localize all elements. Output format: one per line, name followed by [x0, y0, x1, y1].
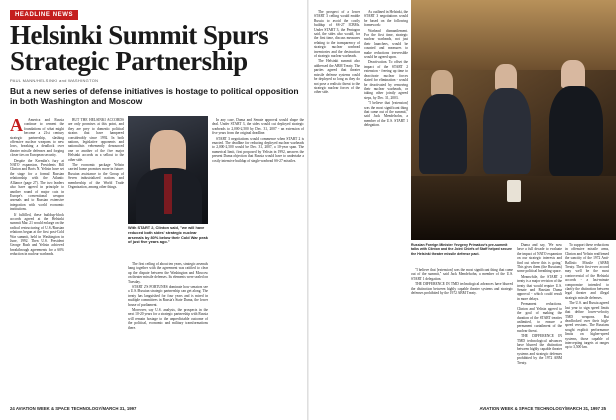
paragraph: The prospect of a lower START 3 ceiling would enable Russia to avoid the costly buildup of SS-27 ICBMs. Under START 3, the Pentagon said, the sides also would, for the first time, discuss measures relating to the transparency of strategic nuclear warhead inventories and the destruction of strategic nuclear warheads. [314, 10, 360, 59]
article-column-5 [314, 10, 360, 402]
paragraph: The U.S. and Russia agreed last year to sign speed limits that define lower-velocity TMD weapons. But deadlocked over their high-speed versions. The Russians sought explicit performance limits on higher-speed systems, those capable of intercepting targets at ranges up to 3,500 km. [565, 301, 609, 350]
section-tag: HEADLINE NEWS [10, 10, 78, 20]
photo-caption-left: With START 2, Clinton said, "we will have reduced both sides' strategic nuclear arsenals by 80% below their Cold War peak of just five years ago." [128, 225, 208, 245]
paragraph: If fulfilled, these buildup-block accords agreed at the Helsinki summit Mar. 21 would enlarge on the radical restructuring of U.S./Russian relations begun at the first post-Cold War summit, held in Washington in June, 1992. Then U.S. President George Bush and Yeltsin achieved breakthrough agreements for a 60% reduction in nuclear warheads. [10, 212, 64, 257]
paragraph: Deactivation. To offset the impact of the START 2 extension - freeing up time to deactivate nuclear forces slated for elimination - would be deactivated by removing their nuclear warheads, or taking other jointly agreed steps, by Dec. 31, 2003. [364, 60, 408, 100]
article-column-6 [364, 10, 408, 402]
paragraph: Despite the Kremlin's fury at NATO expansion, Presidents Bill Clinton and Boris N. Yeltsin have set the stage for a formal Russian relationship with the Atlantic Alliance (page 27). The two leaders also have agreed in principle to another round of major cuts in Europe's conventional weapon arsenals and to Russian extensive integration with world economic institutions. [10, 158, 64, 212]
folio-right: AVIATION WEEK & SPACE TECHNOLOGY/MARCH 31, 1997 25 [479, 406, 606, 411]
paragraph: START 3 negotiations would commence when START 2 is enacted. The deadline for reducing deployed nuclear warheads to 2,000-2,500 would be Dec. 31, 2007, a 10-year span. The numerical limit, first proposed by Yeltsin in 1992, answers the present Duma objection that Russia would have to undertake a costly intensive buildup of single-warhead SS-27 missiles. [212, 136, 304, 163]
paragraph: THE DIFFERENCE IN TMD technological advances have blurred the distinction between highly capable theater systems and strategic defenses prohibited by the 1972 ABM Treaty. [517, 334, 562, 365]
paragraph: Duma and say, 'We now have a full decade to evaluate the impact of NATO expansion on our strategic interests and find out where this is going.' This gives them (the Russians) some political breathing space. [517, 243, 562, 274]
paragraph: In any case, Duma and Senate approval would shape the deal. Under START 3, the sides would cut deployed strategic warheads to 2,000-2,500 by Dec. 31, 2007 - an extension of five years from the original deadline. [212, 118, 304, 136]
folio-left: 24 AVIATION WEEK & SPACE TECHNOLOGY/MARCH 31, 1997 [10, 406, 137, 411]
cup [507, 180, 521, 202]
wall-panel [411, 0, 616, 70]
paragraph: "I believe that [extension] was the most significant thing that came out of the summit," said Jack Mendelsohn, a member of the U.S. START 1 delegation. [411, 268, 513, 281]
article-column-7 [517, 243, 562, 402]
person-body [419, 94, 467, 174]
drop-cap: A [10, 118, 23, 135]
paragraph: THE DIFFERENCE IN TMD technological advances have blurred the distinction between highly capable theater systems and strategic defenses prohibited by the 1972 ABM Treaty. [411, 282, 513, 296]
paragraph: Warhead dismantlement. For the first time, strategic nuclear warheads, not just their launchers, would be counted and measures to make reductions irreversible would be agreed upon. [364, 28, 408, 60]
headline: Helsinki Summit Spurs Strategic Partnership [10, 20, 269, 76]
person-head [495, 64, 517, 90]
article-column-8 [565, 243, 609, 402]
byline: PAUL MANN/HELSINKI and WASHINGTON [10, 78, 99, 83]
article-column-3 [128, 262, 208, 402]
paragraph: BUT THE HELSINKI ACCORDS are only promises at this point, and they are prey to domestic political strains that have hampered considerably since 1992. In both nations, legislative opponents and nationalists vehemently denounced one or another of the five major Helsinki accords as a sellout to the other side. [68, 118, 124, 162]
article-column-1 [10, 118, 64, 402]
face-shape [150, 130, 186, 172]
paragraph: The first ceiling of about ten years, strategic arsenals hang together with the agreement was ratified to clear up the dispute between the Washington and Moscow on theater missile defenses. Its elements were sealed on Tuesday. [128, 262, 208, 284]
paragraph: The economic package Yeltsin carried home promises more in future: Russian assistance to the Group of Seven industrialized nations and membership of the World Trade Organization, among other things. [68, 163, 124, 190]
person-head [431, 70, 453, 96]
paragraph: Permanent reductions. Clinton and Yeltsin agreed to the goal of making the duration of the START treaties unlimited, to ensure a permanent curtailment of the nuclear threat. [517, 302, 562, 333]
paragraph: Meanwhile, the START 2 treaty is a major revision of the treaty that would require U.S. Senate and Russian Duma approval - which could result in more delays. [517, 274, 562, 301]
paragraph: To support these reductions in offensive missile arms, Clinton and Yeltsin reaffirmed the sanctity of the 1972 Anti-Ballistic Missile (ABM) Treaty. Their first-ever accord may well be the most controversial of the Helsinki accords - a last-minute compromise intended to clarify the distinction between legal theater and illegal strategic missile defenses. [565, 243, 609, 300]
article-column-9 [411, 268, 513, 402]
person-body [483, 88, 531, 174]
paragraph: "I believe that [extension] was the most significant thing that came out of the summit," said Jack Mendelsohn, a member of the U.S. START 1 delegation. [364, 101, 408, 128]
person-head [561, 60, 585, 88]
paragraph: As outlined in Helsinki, the START 3 negotiations would be based on the following framework: [364, 10, 408, 28]
deck: But a new series of defense initiatives is hostage to political opposition in both Washington and Moscow [10, 86, 299, 106]
tie-shape [164, 174, 172, 214]
meeting-photo [411, 0, 616, 240]
paragraph: America and Russia continue to cement the foundations of what might become a 21st century strategic partnership, slashing offensive nuclear weapons to new lows, breaking a deadlock over theater missile defenses and forging closer ties on European security. [10, 118, 64, 158]
article-column-2 [68, 118, 124, 402]
clinton-photo [128, 116, 208, 224]
person-body [549, 86, 603, 176]
paragraph: START 2'S FORTUNES dominate how senators see a U.S./Russian strategic partnership can get along. The treaty has languished for four years and is mired in multiple committees in Russia's State Duma, the lower house of parliament. [128, 285, 208, 307]
paragraph: Moreover, say U.S. analysts, the prospects in the next 10-20 years for a strategic partnership with Russia will remain hostage to the unpredictable outcome of the political, economic and military transformations there. [128, 308, 208, 330]
paragraph: The Helsinki summit also addressed the ABM Treaty. The parties agreed that theater missile defense systems could be deployed so long as they do not pose a realistic threat to the strategic nuclear forces of the other side. [314, 59, 360, 95]
article-column-4 [212, 118, 304, 402]
photo-caption-right: Russian Foreign Minister Yevgeny Primakov's pre-summit talks with Clinton and the Joint Chiefs of Staff helped secure the Helsinki theater missile defense pact. [411, 243, 512, 256]
